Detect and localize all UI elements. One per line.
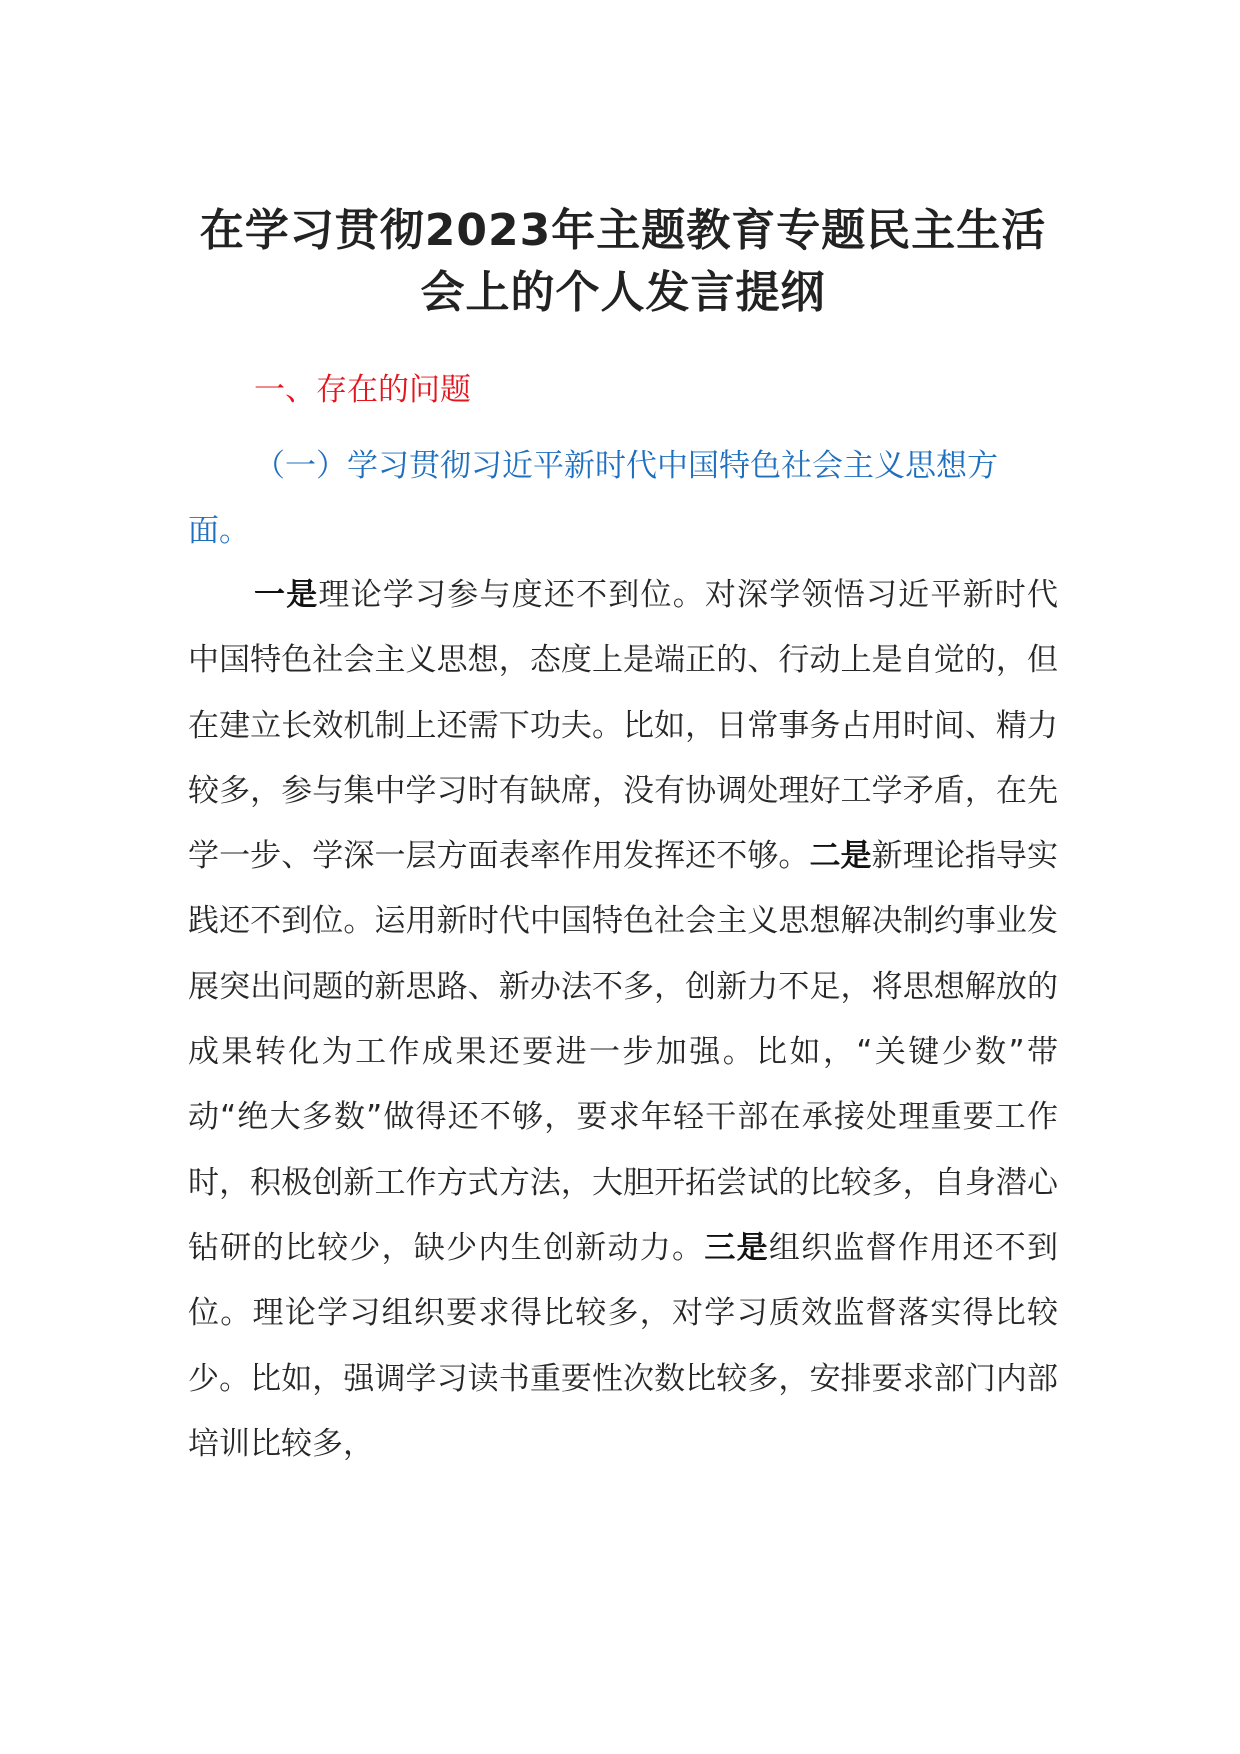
document-title [178, 200, 1068, 324]
section-heading: 一、存在的问题 [254, 372, 471, 408]
point-label-3: 三是 [704, 1229, 769, 1266]
document-page [188, 0, 1058, 1754]
point-text-1: 理论学习参与度还不到位。对深学领悟习近平新时代中国特色社会主义思想，态度上是端正的、行动上是自觉的，但在建立长效机制上还需下功夫。比如，日常事务占用时间、精力较多，参与集中学习时有缺席，没有协调处理好工学矛盾，在先学一步、学深一层方面表率作用发挥还不够。 [188, 577, 1059, 875]
title-line-2: 会上的个人发言提纲 [420, 267, 826, 318]
title-line-1: 在学习贯彻2023年主题教育专题民主生活 [199, 205, 1047, 256]
point-label-2: 二是 [809, 838, 872, 875]
point-text-2: 新理论指导实践还不到位。运用新时代中国特色社会主义思想解决制约事业发展突出问题的新思路、新办法不多，创新力不足，将思想解放的成果转化为工作成果还要进一步加强。比如，“关键少数”带动“绝大多数”做得还不够，要求年轻干部在承接处理重要工作时，积极创新工作方式方法，大胆开拓尝试的比较多，自身潜心钻研的比较少，缺少内生创新动力。 [188, 838, 1059, 1266]
point-text-3: 组织监督作用还不到位。理论学习组织要求得比较多，对学习质效监督落实得比较少。比如，强调学习读书重要性次数比较多，安排要求部门内部培训比较多， [188, 1229, 1059, 1462]
body-paragraph [188, 563, 1058, 1477]
point-label-1: 一是 [254, 577, 319, 613]
subsection-heading: （一）学习贯彻习近平新时代中国特色社会主义思想方面。 [188, 448, 998, 549]
